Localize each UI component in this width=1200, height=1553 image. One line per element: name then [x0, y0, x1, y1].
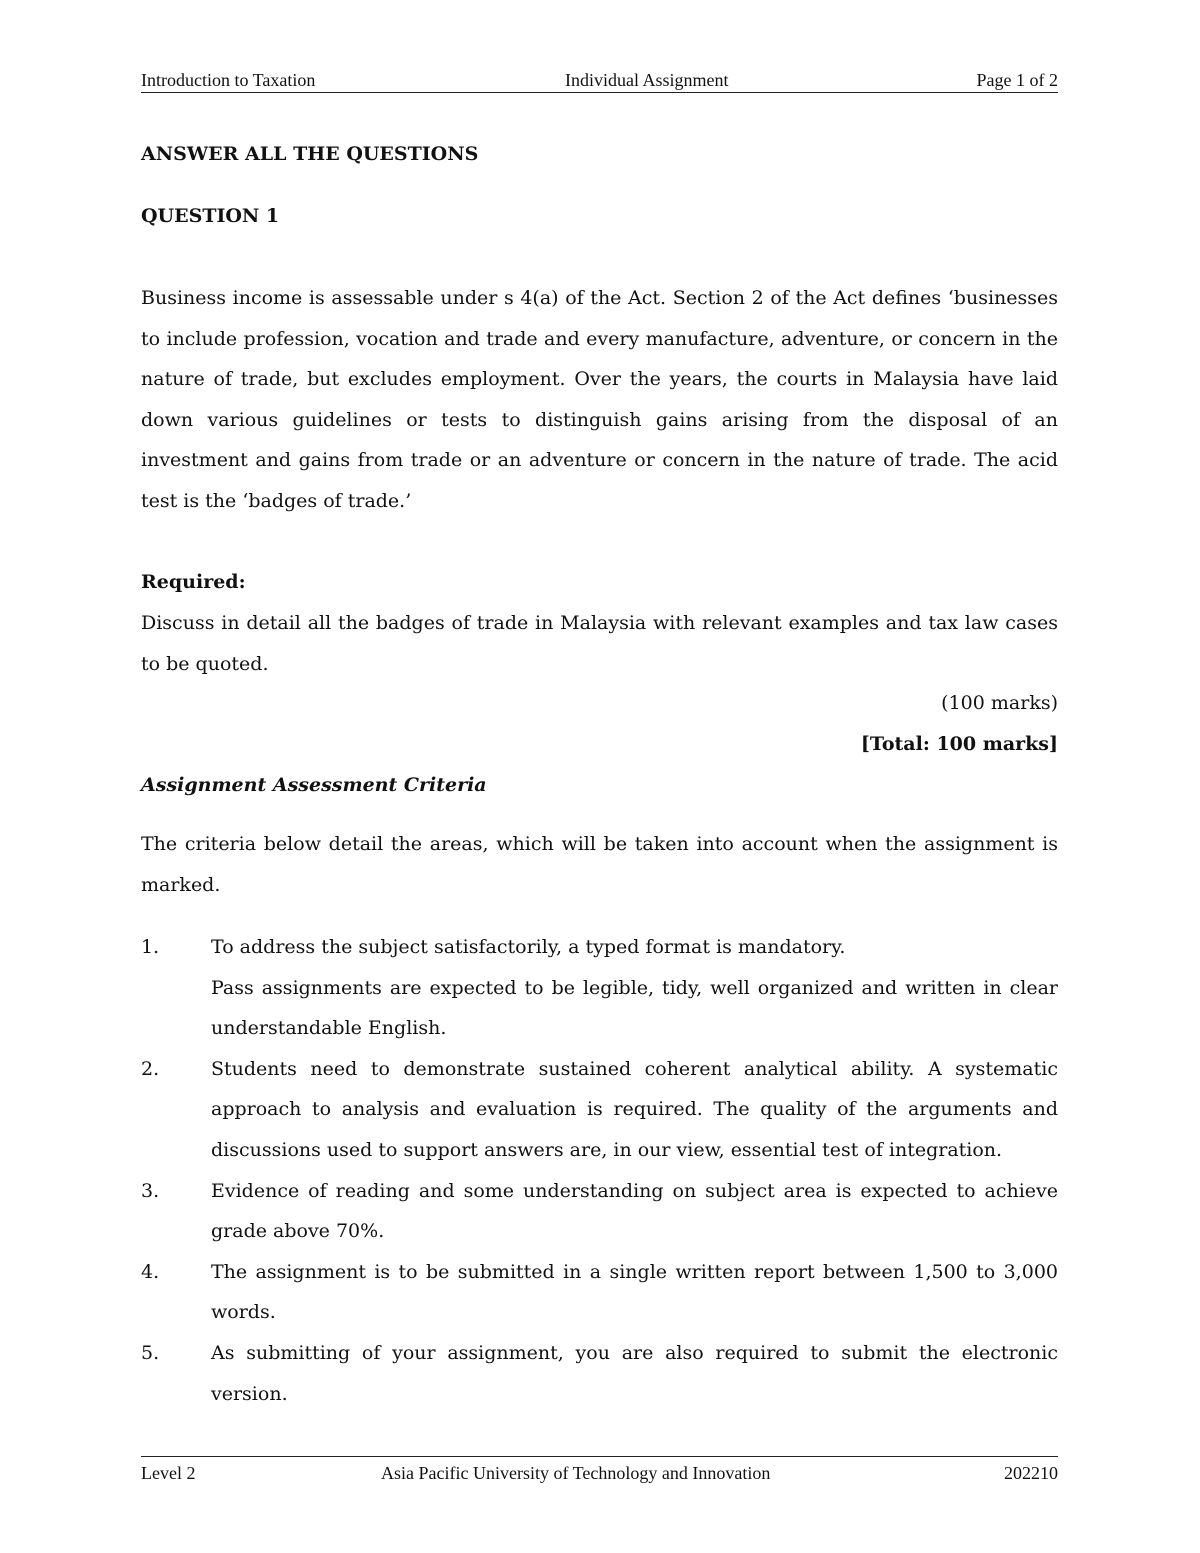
question-title: QUESTION 1: [141, 205, 280, 227]
list-item-text: As submitting of your assignment, you are also required to submit the electronic version.: [211, 1341, 1058, 1405]
list-item-text: To address the subject satisfactorily, a typed format is mandatory.: [211, 936, 846, 958]
list-item-number: 5.: [141, 1341, 160, 1364]
criteria-list: [141, 927, 1058, 1414]
header-course: Introduction to Taxation: [141, 70, 316, 90]
header-assignment-type: Individual Assignment: [565, 70, 729, 90]
instruction-heading: ANSWER ALL THE QUESTIONS: [141, 143, 479, 165]
footer-level: Level 2: [141, 1463, 196, 1483]
footer-intake-code: 202210: [1004, 1463, 1058, 1483]
footer-institution: Asia Pacific University of Technology and Innovation: [381, 1463, 771, 1483]
list-item-text: The assignment is to be submitted in a single written report between 1,500 to 3,000 words.: [211, 1260, 1058, 1324]
question-marks: (100 marks): [941, 692, 1058, 714]
required-label: Required:: [141, 571, 246, 593]
list-item-number: 2.: [141, 1057, 160, 1080]
list-item-text: Pass assignments are expected to be legible, tidy, well organized and written in clear understandable English.: [211, 976, 1058, 1040]
list-item: [141, 927, 1058, 1049]
page-footer: [141, 1456, 1058, 1483]
total-marks: [Total: 100 marks]: [860, 733, 1058, 755]
list-item: [141, 1252, 1058, 1333]
required-text: Discuss in detail all the badges of trade in Malaysia with relevant examples and tax law cases to be quoted.: [141, 612, 1058, 675]
page-header: [141, 70, 1058, 93]
list-item-text: Students need to demonstrate sustained coherent analytical ability. A systematic approach to analysis and evaluation is required. The quality of the arguments and discussions used to support answers are, in our view, essential test of integration.: [211, 1057, 1058, 1161]
list-item: [141, 1171, 1058, 1252]
list-item-text: Evidence of reading and some understanding on subject area is expected to achieve grade above 70%.: [211, 1179, 1058, 1243]
list-item-number: 1.: [141, 936, 160, 958]
criteria-title: Assignment Assessment Criteria: [141, 774, 487, 796]
list-item: [141, 1333, 1058, 1414]
header-page-number: Page 1 of 2: [976, 70, 1058, 90]
criteria-intro: The criteria below detail the areas, which will be taken into account when the assignment is marked.: [141, 833, 1058, 896]
list-item: [141, 1049, 1058, 1171]
question-body: Business income is assessable under s 4(a) of the Act. Section 2 of the Act defines ‘businesses to include profession, vocation and trade and every manufacture, adventure, or concern in the nature of trade, but excludes employment. Over the years, the courts in Malaysia have laid down various guidelines or tests to distinguish gains arising from the disposal of an investment and gains from trade or an adventure or concern in the nature of trade. The acid test is the ‘badges of trade.’: [141, 287, 1058, 512]
list-item-number: 3.: [141, 1179, 160, 1202]
list-item-number: 4.: [141, 1260, 160, 1283]
